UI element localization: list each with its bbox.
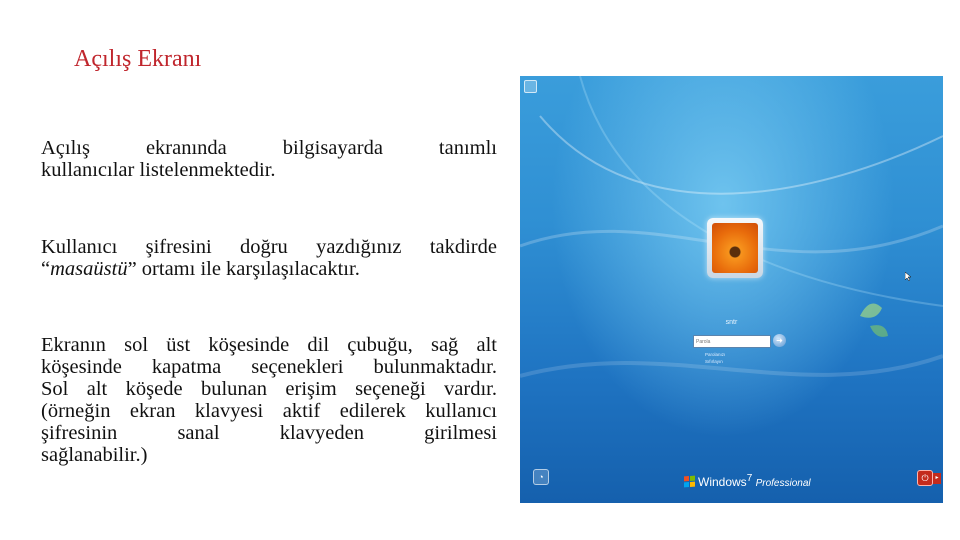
brand-version: 7: [746, 473, 753, 484]
paragraph-line: şifresinin sanal klavyeden girilmesi: [41, 422, 497, 444]
brand-edition: Professional: [755, 478, 811, 489]
username-label: sntr: [725, 319, 738, 326]
windows-logo-icon: [684, 476, 695, 488]
reset-password-link[interactable]: Parolanızı: [705, 352, 726, 357]
paragraph-line: Sol alt köşede bulunan erişim seçeneği vardır.: [41, 378, 497, 400]
chevron-right-icon[interactable]: ▸: [933, 473, 941, 484]
arrow-right-icon[interactable]: ➜: [773, 334, 786, 347]
wallpaper-swirl: [520, 76, 943, 503]
paragraph-line: Açılış ekranında bilgisayarda tanımlı: [41, 137, 497, 159]
slide-title: Açılış Ekranı: [74, 46, 202, 72]
brand-name: Windows: [698, 475, 747, 489]
user-picture-flower: [712, 223, 758, 273]
password-input[interactable]: Parola: [693, 335, 771, 348]
paragraph-screen-corners: [41, 334, 497, 466]
mouse-cursor-icon: [905, 272, 911, 281]
keyboard-icon[interactable]: [524, 80, 537, 93]
paragraph-line: sağlanabilir.): [41, 444, 148, 466]
user-tile[interactable]: [707, 218, 763, 278]
paragraph-line: Kullanıcı şifresini doğru yazdığınız takdirde: [41, 236, 497, 258]
paragraph-line: Ekranın sol üst köşesinde dil çubuğu, sağ alt: [41, 334, 497, 356]
power-icon[interactable]: ⏻: [917, 470, 933, 486]
italic-word-desktop: masaüstü: [50, 258, 128, 280]
paragraph-line: kullanıcılar listelenmektedir.: [41, 159, 276, 181]
quote-open: “: [41, 258, 51, 280]
paragraph-line: (örneğin ekran klavyesi aktif edilerek kullanıcı: [41, 400, 497, 422]
paragraph-line: [41, 258, 497, 280]
paragraph-login-screen-users: [41, 137, 497, 181]
windows-brand: [684, 473, 811, 489]
paragraph-rest: ” ortamı ile karşılaşılacaktır.: [127, 258, 360, 280]
paragraph-line: köşesinde kapatma seçenekleri bulunmaktadır.: [41, 356, 497, 378]
paragraph-password-desktop: [41, 236, 497, 280]
ease-of-access-icon[interactable]: ◔: [533, 469, 549, 485]
reset-password-link-2[interactable]: Sıfırlayın: [705, 359, 723, 364]
windows-logon-screenshot: [520, 76, 943, 503]
